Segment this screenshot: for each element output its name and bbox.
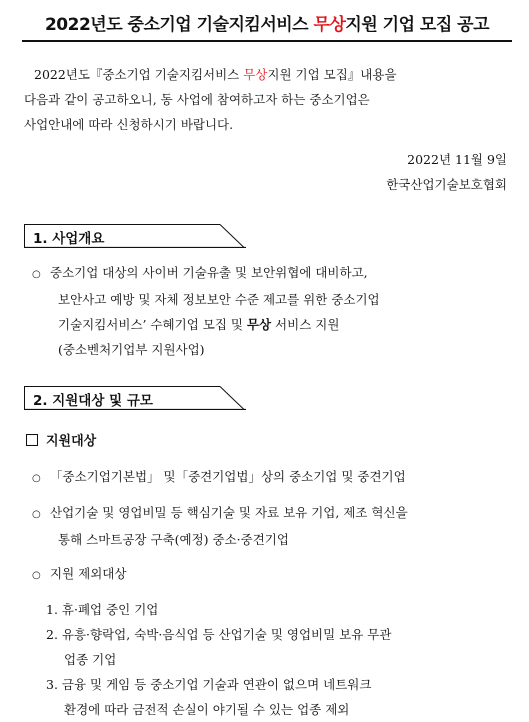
title-part2: 지원 기업 모집 공고 <box>345 15 490 35</box>
section-1-heading <box>24 224 246 248</box>
section-1-line-3-bold: 무상 <box>246 317 272 332</box>
section-1-line-2: 보안사고 예방 및 자체 정보보안 수준 제고를 위한 중소기업 <box>58 292 380 307</box>
notice-date: 2022년 11월 9일 <box>407 152 507 167</box>
section-2-subhead <box>24 428 408 454</box>
intro-line-1-highlight: 무상 <box>243 67 268 82</box>
title-highlight: 무상 <box>313 15 346 35</box>
section-1-title: 1. 사업개요 <box>33 231 105 247</box>
intro-line-2: 다음과 같이 공고하오니, 동 사업에 참여하고자 하는 중소기업은 <box>24 92 370 107</box>
square-bullet-icon <box>26 434 38 446</box>
bullet-circle: ○ <box>32 269 41 280</box>
section-2-body <box>24 428 408 722</box>
bullet-circle: ○ <box>32 473 41 484</box>
intro-paragraph <box>24 62 514 137</box>
section-2-item-1 <box>24 464 408 491</box>
section-1-line-3-a: 기술지킴서비스’ 수혜기업 모집 및 <box>58 317 247 332</box>
section-2-item-2-line-1: 산업기술 및 영업비밀 등 핵심기술 및 자료 보유 기업, 제조 혁신을 <box>50 505 408 520</box>
intro-line-1-b: 지원 기업 모집』내용을 <box>267 67 397 82</box>
title-underline <box>22 40 512 42</box>
exclusion-2-line-2: 업종 기업 <box>64 652 117 667</box>
bullet-circle: ○ <box>32 570 41 581</box>
section-2-item-3-text: 지원 제외대상 <box>50 566 127 581</box>
section-1-body <box>24 260 380 362</box>
section-2-item-2 <box>24 500 408 527</box>
section-1-line-1-text: 중소기업 대상의 사이버 기술유출 및 보안위협에 대비하고, <box>50 265 368 280</box>
section-2-item-3 <box>24 561 408 588</box>
bullet-circle: ○ <box>32 509 41 520</box>
exclusion-2-line-1: 2. 유흥·향락업, 숙박·음식업 등 산업기술 및 영업비밀 보유 무관 <box>46 627 392 642</box>
section-1-line-3-b: 서비스 지원 <box>271 317 340 332</box>
section-2-heading <box>24 386 246 410</box>
section-2-item-1-text: 「중소기업기본법」 및「중견기업법」상의 중소기업 및 중견기업 <box>50 469 406 484</box>
organization-name: 한국산업기술보호협회 <box>386 177 507 192</box>
title-part1: 2022년도 중소기업 기술지킴서비스 <box>44 15 314 35</box>
exclusion-1: 1. 휴·폐업 중인 기업 <box>46 602 159 617</box>
section-1-line-3 <box>24 312 380 337</box>
page-title <box>22 10 512 35</box>
section-2-subhead-text: 지원대상 <box>46 434 97 449</box>
exclusion-3-line-2: 환경에 따라 금전적 손실이 야기될 수 있는 업종 제외 <box>64 702 350 717</box>
exclusion-3-line-1: 3. 금융 및 게임 등 중소기업 기술과 연관이 없으며 네트워크 <box>46 677 372 692</box>
intro-line-1-a: 2022년도『중소기업 기술지킴서비스 <box>34 67 244 82</box>
section-1-line-4: (중소벤처기업부 지원사업) <box>58 342 205 357</box>
section-2-title: 2. 지원대상 및 규모 <box>33 393 153 409</box>
section-1-line-1 <box>24 260 380 287</box>
section-2-item-2-line-2: 통해 스마트공장 구축(예정) 중소·중견기업 <box>58 532 289 547</box>
intro-line-1 <box>24 62 514 87</box>
intro-line-3: 사업안내에 따라 신청하시기 바랍니다. <box>24 117 234 132</box>
